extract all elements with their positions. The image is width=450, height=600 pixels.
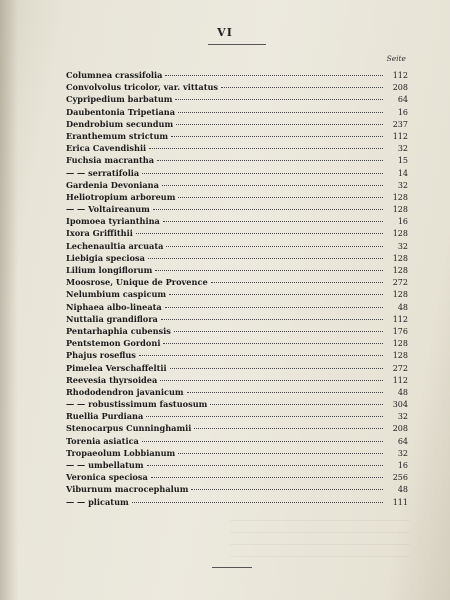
dot-leader xyxy=(160,380,383,381)
dot-leader xyxy=(155,270,383,271)
entry-name: Liebigia speciosa xyxy=(66,252,145,263)
entry-page-number: 32 xyxy=(397,448,408,458)
index-entry xyxy=(66,314,408,326)
index-entry xyxy=(66,131,408,143)
entry-name: Stenocarpus Cunninghamii xyxy=(66,423,192,434)
index-list xyxy=(66,70,408,509)
index-entry xyxy=(66,484,408,496)
entry-name: Erica Cavendishii xyxy=(66,143,147,154)
dot-leader xyxy=(178,453,383,454)
entry-name: Ixora Griffithii xyxy=(66,228,133,239)
entry-page-number: 16 xyxy=(397,107,408,117)
index-entry xyxy=(66,399,408,411)
dot-leader xyxy=(147,465,383,466)
dot-leader xyxy=(166,246,383,247)
entry-name: Tropaeolum Lobbianum xyxy=(66,447,176,458)
dot-leader xyxy=(175,99,383,100)
dot-leader xyxy=(170,368,383,369)
index-entry xyxy=(66,338,408,350)
dot-leader xyxy=(211,282,383,283)
entry-name: Niphaea albo-lineata xyxy=(66,301,162,312)
entry-name: Heliotropium arboreum xyxy=(66,191,176,202)
entry-page-number: 128 xyxy=(392,205,408,215)
index-entry xyxy=(66,497,408,509)
entry-name: Nuttalia grandiflora xyxy=(66,313,158,324)
index-entry xyxy=(66,241,408,253)
entry-name: Viburnum macrocephalum xyxy=(66,484,189,495)
index-entry xyxy=(66,363,408,375)
index-entry xyxy=(66,204,408,216)
dot-leader xyxy=(171,136,383,137)
index-entry xyxy=(66,155,408,167)
dot-leader xyxy=(169,294,383,295)
entry-page-number: 112 xyxy=(392,314,408,324)
entry-name: Gardenia Devoniana xyxy=(66,179,159,190)
index-entry xyxy=(66,387,408,399)
dot-leader xyxy=(163,221,383,222)
dot-leader xyxy=(174,331,383,332)
entry-name: — — robustissimum fastuosum xyxy=(66,399,208,410)
entry-name: Dendrobium secundum xyxy=(66,118,174,129)
index-entry xyxy=(66,472,408,484)
index-entry xyxy=(66,180,408,192)
column-header: Seite xyxy=(386,54,406,63)
entry-page-number: 272 xyxy=(392,363,408,373)
entry-page-number: 48 xyxy=(397,485,408,495)
entry-page-number: 111 xyxy=(392,497,408,507)
index-entry xyxy=(66,289,408,301)
dot-leader xyxy=(191,489,383,490)
entry-page-number: 128 xyxy=(392,339,408,349)
dot-leader xyxy=(165,307,383,308)
dot-leader xyxy=(163,343,383,344)
entry-name: Columnea crassifolia xyxy=(66,70,163,80)
entry-name: Rhododendron javanicum xyxy=(66,386,184,397)
entry-name: Reevesia thyrsoidea xyxy=(66,374,158,385)
dot-leader xyxy=(157,160,383,161)
entry-page-number: 237 xyxy=(392,119,408,129)
entry-name: — — serratifolia xyxy=(66,167,140,178)
entry-page-number: 128 xyxy=(392,192,408,202)
entry-name: Moosrose, Unique de Provence xyxy=(66,277,208,288)
entry-name: Veronica speciosa xyxy=(66,472,148,483)
entry-page-number: 64 xyxy=(397,436,408,446)
entry-name: Pentarhaphia cubensis xyxy=(66,325,171,336)
entry-name: — — plicatum xyxy=(66,496,129,507)
entry-page-number: 32 xyxy=(397,144,408,154)
entry-page-number: 208 xyxy=(392,424,408,434)
index-entry xyxy=(66,277,408,289)
entry-page-number: 304 xyxy=(392,400,408,410)
dot-leader xyxy=(162,185,383,186)
entry-page-number: 32 xyxy=(397,412,408,422)
header-rule xyxy=(208,44,266,45)
page-number: VI xyxy=(217,26,233,39)
entry-page-number: 128 xyxy=(392,290,408,300)
entry-page-number: 48 xyxy=(397,387,408,397)
entry-page-number: 64 xyxy=(397,95,408,105)
entry-name: Pimelea Verschaffeltii xyxy=(66,362,167,373)
index-entry xyxy=(66,107,408,119)
dot-leader xyxy=(210,404,383,405)
dot-leader xyxy=(221,87,383,88)
entry-name: Ipomoea tyrianthina xyxy=(66,216,160,227)
entry-page-number: 176 xyxy=(392,326,408,336)
entry-name: Eranthemum strictum xyxy=(66,130,169,141)
entry-page-number: 128 xyxy=(392,266,408,275)
dot-leader xyxy=(139,355,383,356)
index-entry xyxy=(66,350,408,362)
dot-leader xyxy=(146,416,383,417)
index-entry xyxy=(66,375,408,387)
entry-page-number: 48 xyxy=(397,302,408,312)
index-entry xyxy=(66,119,408,131)
entry-name: — — Voltaireanum xyxy=(66,204,150,215)
dot-leader xyxy=(161,319,383,320)
gutter-shadow xyxy=(0,0,18,600)
entry-page-number: 128 xyxy=(392,253,408,263)
entry-page-number: 256 xyxy=(392,473,408,483)
dot-leader xyxy=(136,233,383,234)
dot-leader xyxy=(153,209,383,210)
dot-leader xyxy=(149,148,383,149)
dot-leader xyxy=(187,392,383,393)
show-through-texture xyxy=(230,520,410,560)
index-entry xyxy=(66,216,408,228)
index-entry xyxy=(66,192,408,204)
dot-leader xyxy=(132,502,383,503)
entry-name: — — umbellatum xyxy=(66,460,144,470)
entry-name: Lilium longiflorum xyxy=(66,265,153,275)
dot-leader xyxy=(194,428,383,429)
entry-page-number: 32 xyxy=(397,241,408,251)
entry-name: Convolvolus tricolor, var. vittatus xyxy=(66,82,219,93)
index-entry xyxy=(66,326,408,338)
entry-page-number: 112 xyxy=(392,131,408,141)
dot-leader xyxy=(178,112,383,113)
dot-leader xyxy=(176,124,383,125)
entry-page-number: 128 xyxy=(392,229,408,239)
entry-name: Nelumbium caspicum xyxy=(66,289,167,300)
entry-name: Cypripedium barbatum xyxy=(66,94,173,105)
dot-leader xyxy=(142,173,383,174)
index-entry xyxy=(66,423,408,435)
index-entry xyxy=(66,82,408,94)
entry-page-number: 16 xyxy=(397,217,408,227)
entry-name: Lechenaultia arcuata xyxy=(66,240,164,251)
dot-leader xyxy=(165,75,383,76)
index-entry xyxy=(66,94,408,106)
entry-name: Ruellia Purdiana xyxy=(66,411,144,422)
index-entry xyxy=(66,253,408,265)
index-entry xyxy=(66,460,408,472)
footer-rule xyxy=(212,567,252,568)
entry-page-number: 272 xyxy=(392,278,408,288)
entry-name: Phajus roseflus xyxy=(66,350,136,361)
index-entry xyxy=(66,436,408,448)
entry-page-number: 15 xyxy=(397,156,408,166)
index-entry xyxy=(66,228,408,240)
entry-name: Torenia asiatica xyxy=(66,435,139,446)
entry-page-number: 112 xyxy=(392,375,408,385)
entry-page-number: 112 xyxy=(392,71,408,80)
index-entry xyxy=(66,70,408,82)
entry-page-number: 128 xyxy=(392,351,408,361)
dot-leader xyxy=(142,441,383,442)
entry-page-number: 14 xyxy=(397,168,408,178)
index-entry xyxy=(66,168,408,180)
entry-page-number: 208 xyxy=(392,83,408,93)
entry-page-number: 16 xyxy=(397,461,408,470)
index-entry xyxy=(66,265,408,277)
index-entry xyxy=(66,302,408,314)
entry-name: Fuchsia macrantha xyxy=(66,155,154,166)
entry-name: Daubentonia Tripetiana xyxy=(66,106,176,117)
dot-leader xyxy=(178,197,383,198)
index-entry xyxy=(66,448,408,460)
index-entry xyxy=(66,143,408,155)
dot-leader xyxy=(148,258,383,259)
index-entry xyxy=(66,411,408,423)
dot-leader xyxy=(151,477,383,478)
entry-name: Pentstemon Gordoni xyxy=(66,338,161,349)
entry-page-number: 32 xyxy=(397,180,408,190)
